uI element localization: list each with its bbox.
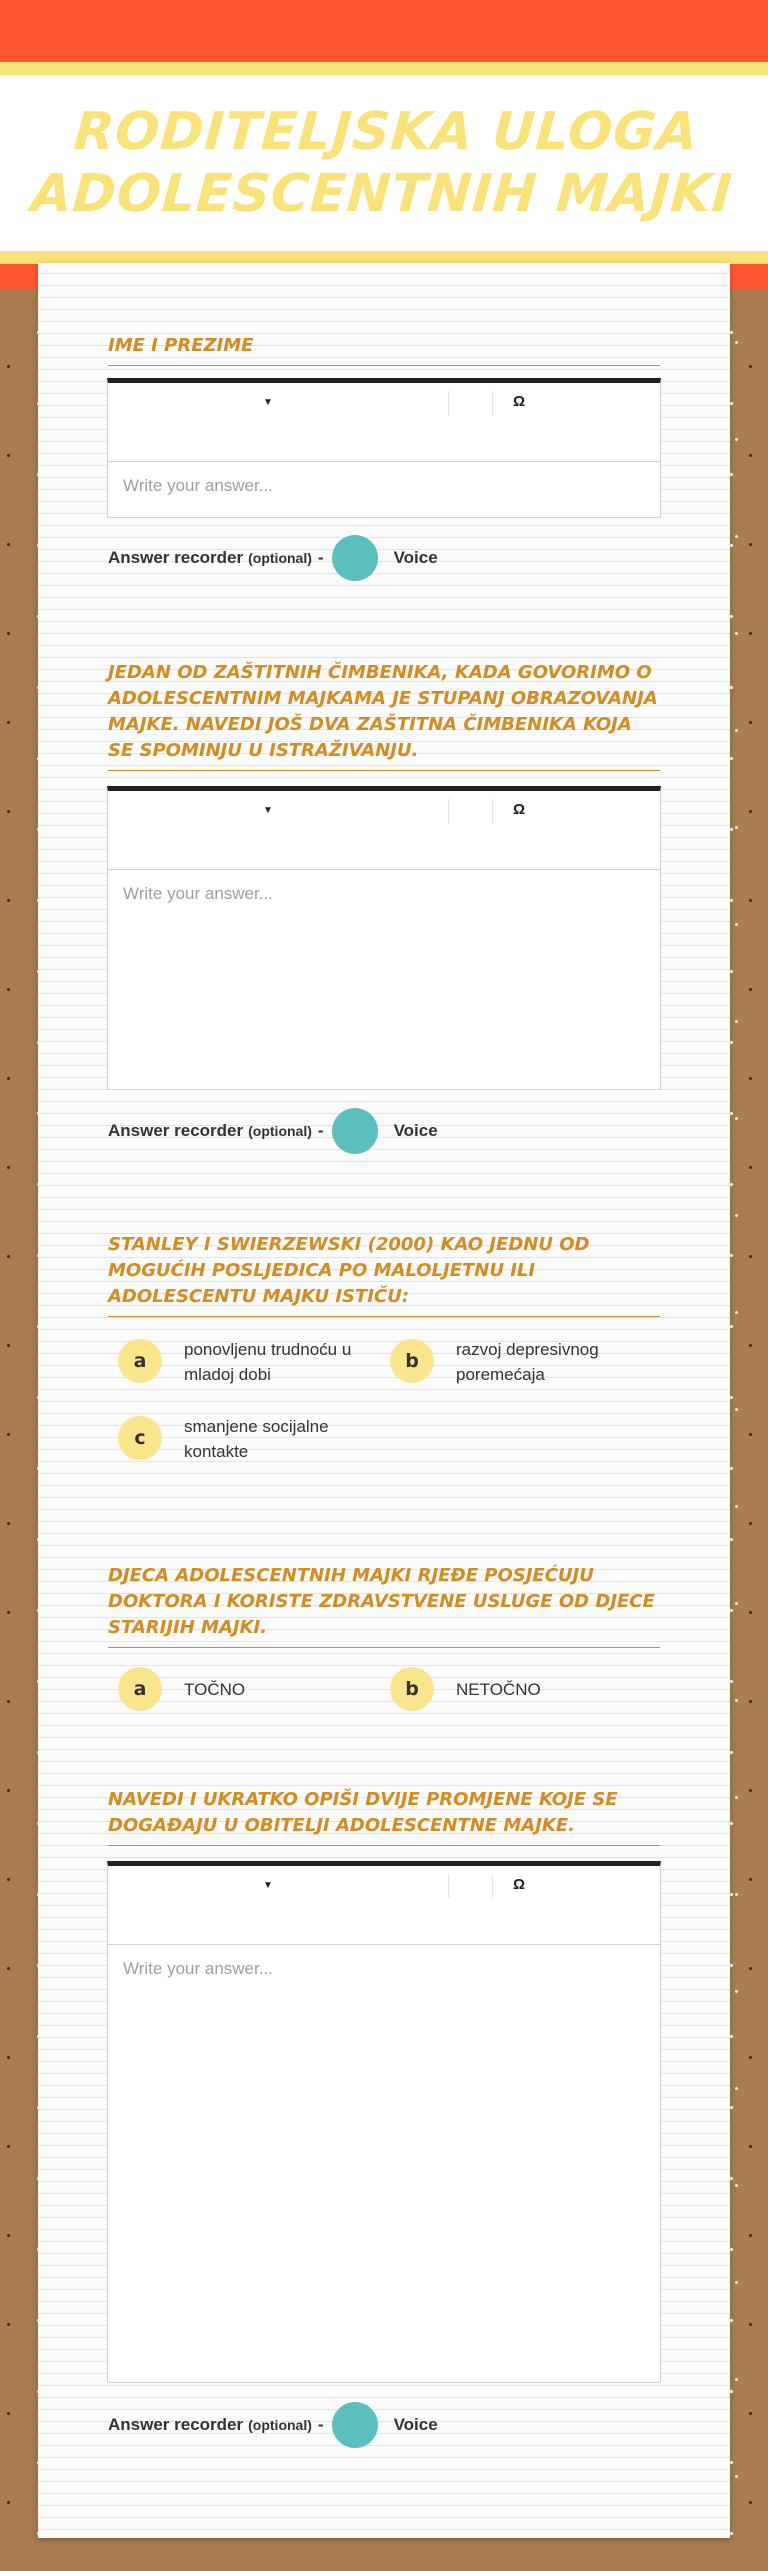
answer-recorder	[108, 1108, 438, 1154]
toolbar-divider	[448, 1874, 449, 1898]
question-1-title: IME I PREZIME	[108, 333, 660, 366]
toolbar-divider	[448, 799, 449, 823]
toolbar-divider	[492, 1874, 493, 1898]
toolbar-divider	[492, 799, 493, 823]
toolbar-divider	[448, 391, 449, 415]
recorder-label: Answer recorder	[108, 1121, 244, 1140]
option-a[interactable]	[118, 1339, 380, 1387]
voice-label: Voice	[393, 548, 438, 567]
option-letter: a	[118, 1339, 162, 1383]
option-c[interactable]	[118, 1416, 380, 1464]
recorder-optional-label: (optional)	[248, 550, 312, 566]
record-voice-button[interactable]	[332, 2402, 378, 2448]
voice-label: Voice	[393, 2415, 438, 2434]
option-text: TOČNO	[184, 1680, 246, 1699]
answer-recorder	[108, 535, 438, 581]
question-5-title: NAVEDI I UKRATKO OPIŠI DVIJE PROMJENE KOJE SE DOGAĐAJU U OBITELJI ADOLESCENTNE MAJKE.	[108, 1787, 660, 1846]
caret-down-icon[interactable]: ▼	[263, 1880, 273, 1891]
editor-toolbar	[108, 791, 660, 870]
option-b[interactable]	[390, 1667, 660, 1711]
record-voice-button[interactable]	[332, 1108, 378, 1154]
recorder-dash: -	[317, 1121, 324, 1140]
option-letter: b	[390, 1339, 434, 1383]
answer-recorder	[108, 2402, 438, 2448]
voice-label: Voice	[393, 1121, 438, 1140]
special-character-button[interactable]: Ω	[513, 801, 526, 818]
recorder-label: Answer recorder	[108, 548, 244, 567]
answer-input[interactable]: Write your answer...	[123, 884, 273, 903]
special-character-button[interactable]: Ω	[513, 393, 526, 410]
recorder-dash: -	[317, 2415, 324, 2434]
option-letter: b	[390, 1667, 434, 1711]
question-4-title: DJECA ADOLESCENTNIH MAJKI RJEĐE POSJEĆUJU DOKTORA I KORISTE ZDRAVSTVENE USLUGE OD DJECE STARIJIH MAJKI.	[108, 1563, 660, 1648]
toolbar-divider	[492, 391, 493, 415]
answer-input[interactable]: Write your answer...	[123, 476, 273, 495]
special-character-button[interactable]: Ω	[513, 1876, 526, 1893]
option-text: ponovljenu trudnoću u mladoj dobi	[184, 1340, 352, 1384]
option-letter: c	[118, 1416, 162, 1460]
editor-toolbar	[108, 1866, 660, 1945]
question-5-editor	[107, 1861, 661, 2383]
recorder-label: Answer recorder	[108, 2415, 244, 2434]
page-title: RODITELJSKA ULOGA ADOLESCENTNIH MAJKI	[29, 102, 735, 224]
option-text: smanjene socijalne kontakte	[184, 1417, 329, 1461]
option-text: NETOČNO	[456, 1680, 541, 1699]
option-letter: a	[118, 1667, 162, 1711]
recorder-optional-label: (optional)	[248, 1123, 312, 1139]
title-card	[0, 62, 768, 264]
caret-down-icon[interactable]: ▼	[263, 805, 273, 816]
editor-toolbar	[108, 383, 660, 462]
recorder-dash: -	[317, 548, 324, 567]
option-text: razvoj depresivnog poremećaja	[456, 1340, 599, 1384]
question-3-title: STANLEY I SWIERZEWSKI (2000) KAO JEDNU OD MOGUĆIH POSLJEDICA PO MALOLJETNU ILI ADOLESCENTU MAJKU ISTIČU:	[108, 1232, 660, 1317]
answer-input[interactable]: Write your answer...	[123, 1959, 273, 1978]
question-1-editor	[107, 378, 661, 518]
option-b[interactable]	[390, 1339, 660, 1387]
caret-down-icon[interactable]: ▼	[263, 397, 273, 408]
question-2-title: JEDAN OD ZAŠTITNIH ČIMBENIKA, KADA GOVORIMO O ADOLESCENTNIM MAJKAMA JE STUPANJ OBRAZOVANJA MAJKE. NAVEDI JOŠ DVA ZAŠTITNA ČIMBENIKA KOJA SE SPOMINJU U ISTRAŽIVANJU.	[108, 660, 660, 771]
recorder-optional-label: (optional)	[248, 2417, 312, 2433]
option-a[interactable]	[118, 1667, 380, 1711]
record-voice-button[interactable]	[332, 535, 378, 581]
question-2-editor	[107, 786, 661, 1090]
